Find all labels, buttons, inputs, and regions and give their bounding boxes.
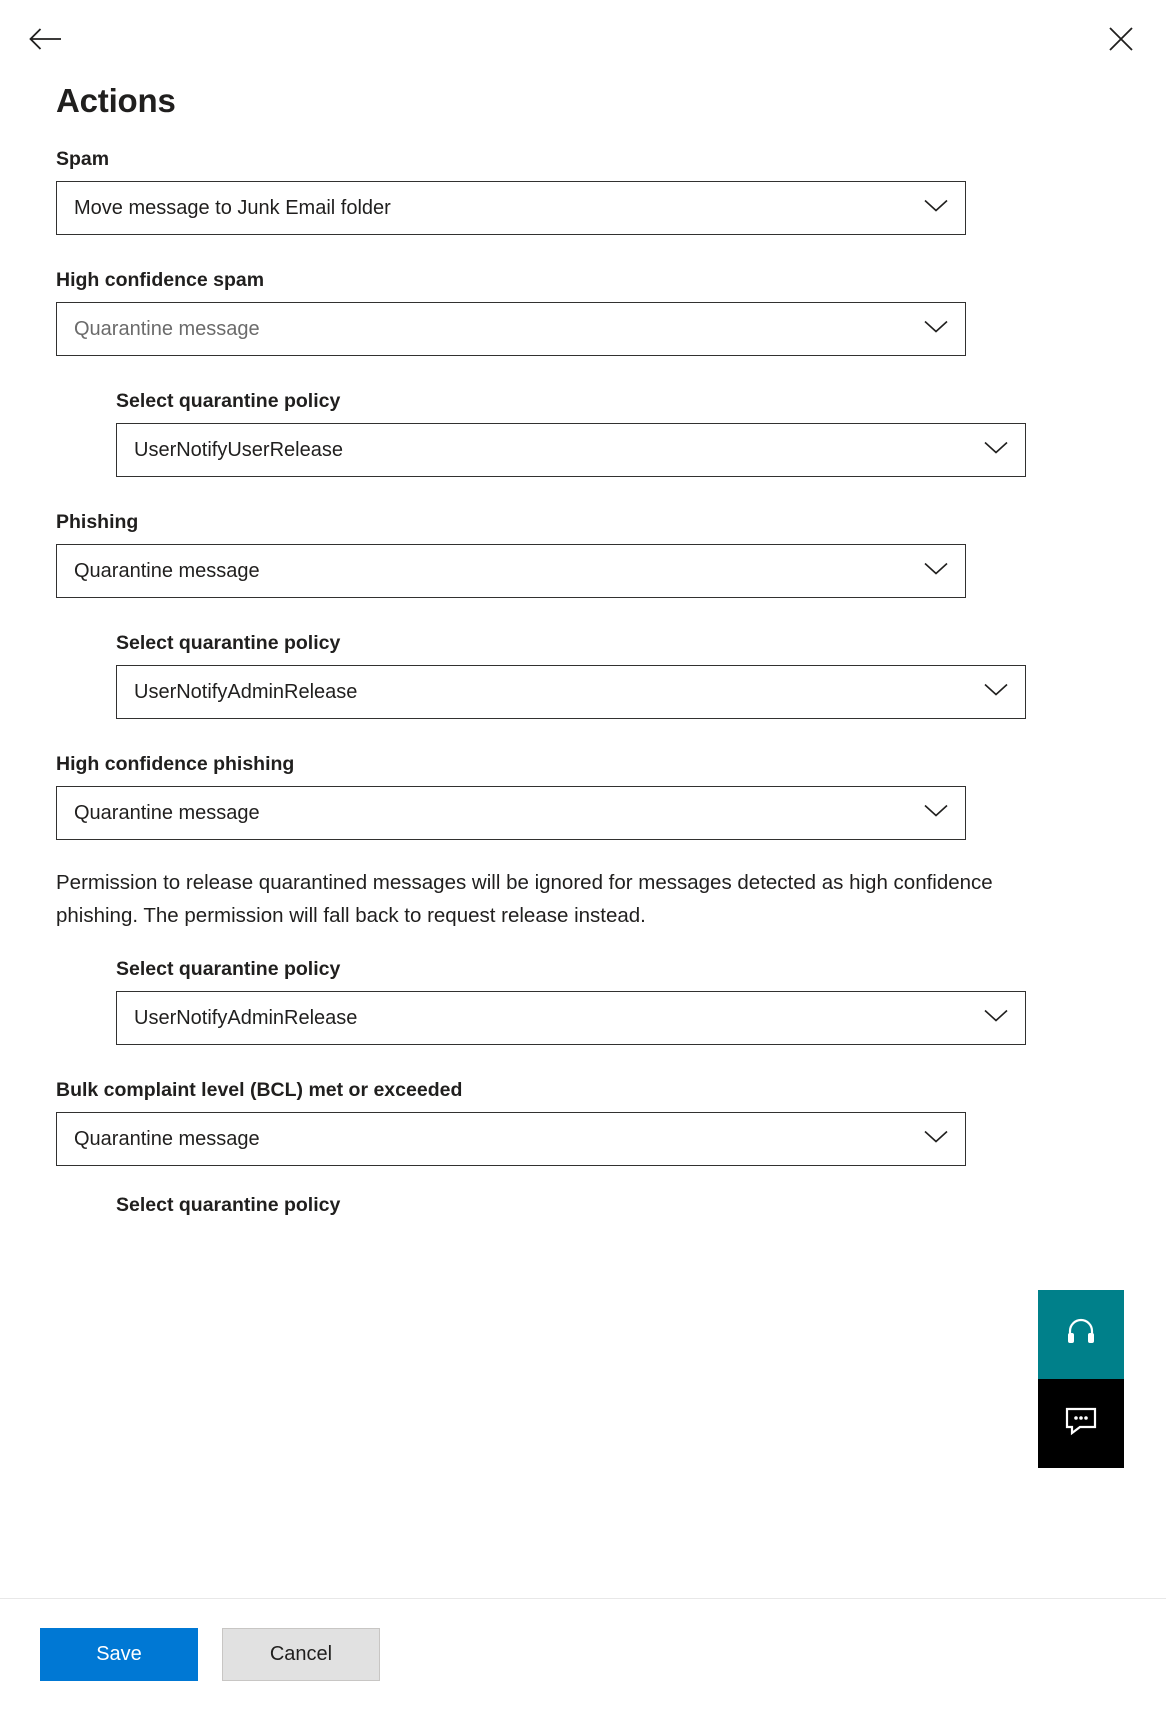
chat-button[interactable]: [1038, 1379, 1124, 1468]
field-high-confidence-spam: [56, 269, 1110, 356]
chevron-down-icon: [983, 1007, 1009, 1030]
chevron-down-icon: [983, 439, 1009, 462]
field-high-confidence-phishing-policy: [116, 958, 1110, 1045]
chevron-down-icon: [923, 318, 949, 341]
bulk-policy-label: Select quarantine policy: [116, 1194, 341, 1217]
page-title: Actions: [56, 82, 176, 119]
bulk-action-select[interactable]: [56, 1112, 966, 1166]
save-button[interactable]: Save: [40, 1628, 198, 1681]
cancel-button[interactable]: Cancel: [222, 1628, 380, 1681]
panel-content: [0, 78, 1166, 1598]
chevron-down-icon: [923, 560, 949, 583]
spam-action-select[interactable]: [56, 181, 966, 235]
close-button[interactable]: [1098, 16, 1144, 62]
high-confidence-spam-policy-value: UserNotifyUserRelease: [134, 438, 343, 461]
phishing-action-select[interactable]: [56, 544, 966, 598]
phishing-policy-label: Select quarantine policy: [116, 632, 341, 654]
chevron-down-icon: [983, 681, 1009, 704]
help-rail: [1038, 1290, 1124, 1468]
support-button[interactable]: [1038, 1290, 1124, 1379]
chevron-down-icon: [923, 802, 949, 825]
panel-footer: [0, 1598, 1166, 1710]
phishing-policy-select[interactable]: [116, 665, 1026, 719]
high-confidence-phishing-action-value: Quarantine message: [74, 801, 260, 824]
field-bulk-complaint-level: [56, 1079, 1110, 1166]
phishing-label: Phishing: [56, 511, 139, 533]
spam-label: Spam: [56, 148, 110, 170]
high-confidence-phishing-label: High confidence phishing: [56, 753, 295, 775]
phishing-policy-value: UserNotifyAdminRelease: [134, 680, 358, 703]
field-spam: [56, 148, 1110, 235]
bulk-action-value: Quarantine message: [74, 1127, 260, 1150]
bulk-complaint-level-label: Bulk complaint level (BCL) met or exceeded: [56, 1079, 463, 1102]
high-confidence-spam-policy-select[interactable]: [116, 423, 1026, 477]
high-confidence-phishing-policy-value: UserNotifyAdminRelease: [134, 1006, 358, 1029]
field-high-confidence-spam-policy: [116, 390, 1110, 477]
field-phishing: [56, 511, 1110, 598]
chevron-down-icon: [923, 1128, 949, 1151]
chat-icon: [1064, 1406, 1098, 1441]
panel-header: [0, 0, 1166, 78]
high-confidence-spam-policy-label: Select quarantine policy: [116, 390, 341, 412]
high-confidence-phishing-action-select[interactable]: [56, 786, 966, 840]
high-confidence-phishing-policy-label: Select quarantine policy: [116, 958, 341, 981]
phishing-action-value: Quarantine message: [74, 559, 260, 582]
high-confidence-spam-action-select[interactable]: [56, 302, 966, 356]
headset-icon: [1064, 1315, 1098, 1354]
spam-action-value: Move message to Junk Email folder: [74, 196, 391, 219]
high-confidence-spam-label: High confidence spam: [56, 269, 265, 291]
field-phishing-policy: [116, 632, 1110, 719]
field-high-confidence-phishing: [56, 753, 1110, 840]
high-confidence-spam-action-value: Quarantine message: [74, 317, 260, 340]
chevron-down-icon: [923, 197, 949, 220]
high-confidence-phishing-note: Permission to release quarantined messages will be ignored for messages detected as high confidence phishing. The permission will fall back to request release instead.: [56, 871, 993, 928]
back-button[interactable]: [22, 16, 68, 62]
high-confidence-phishing-policy-select[interactable]: [116, 991, 1026, 1045]
